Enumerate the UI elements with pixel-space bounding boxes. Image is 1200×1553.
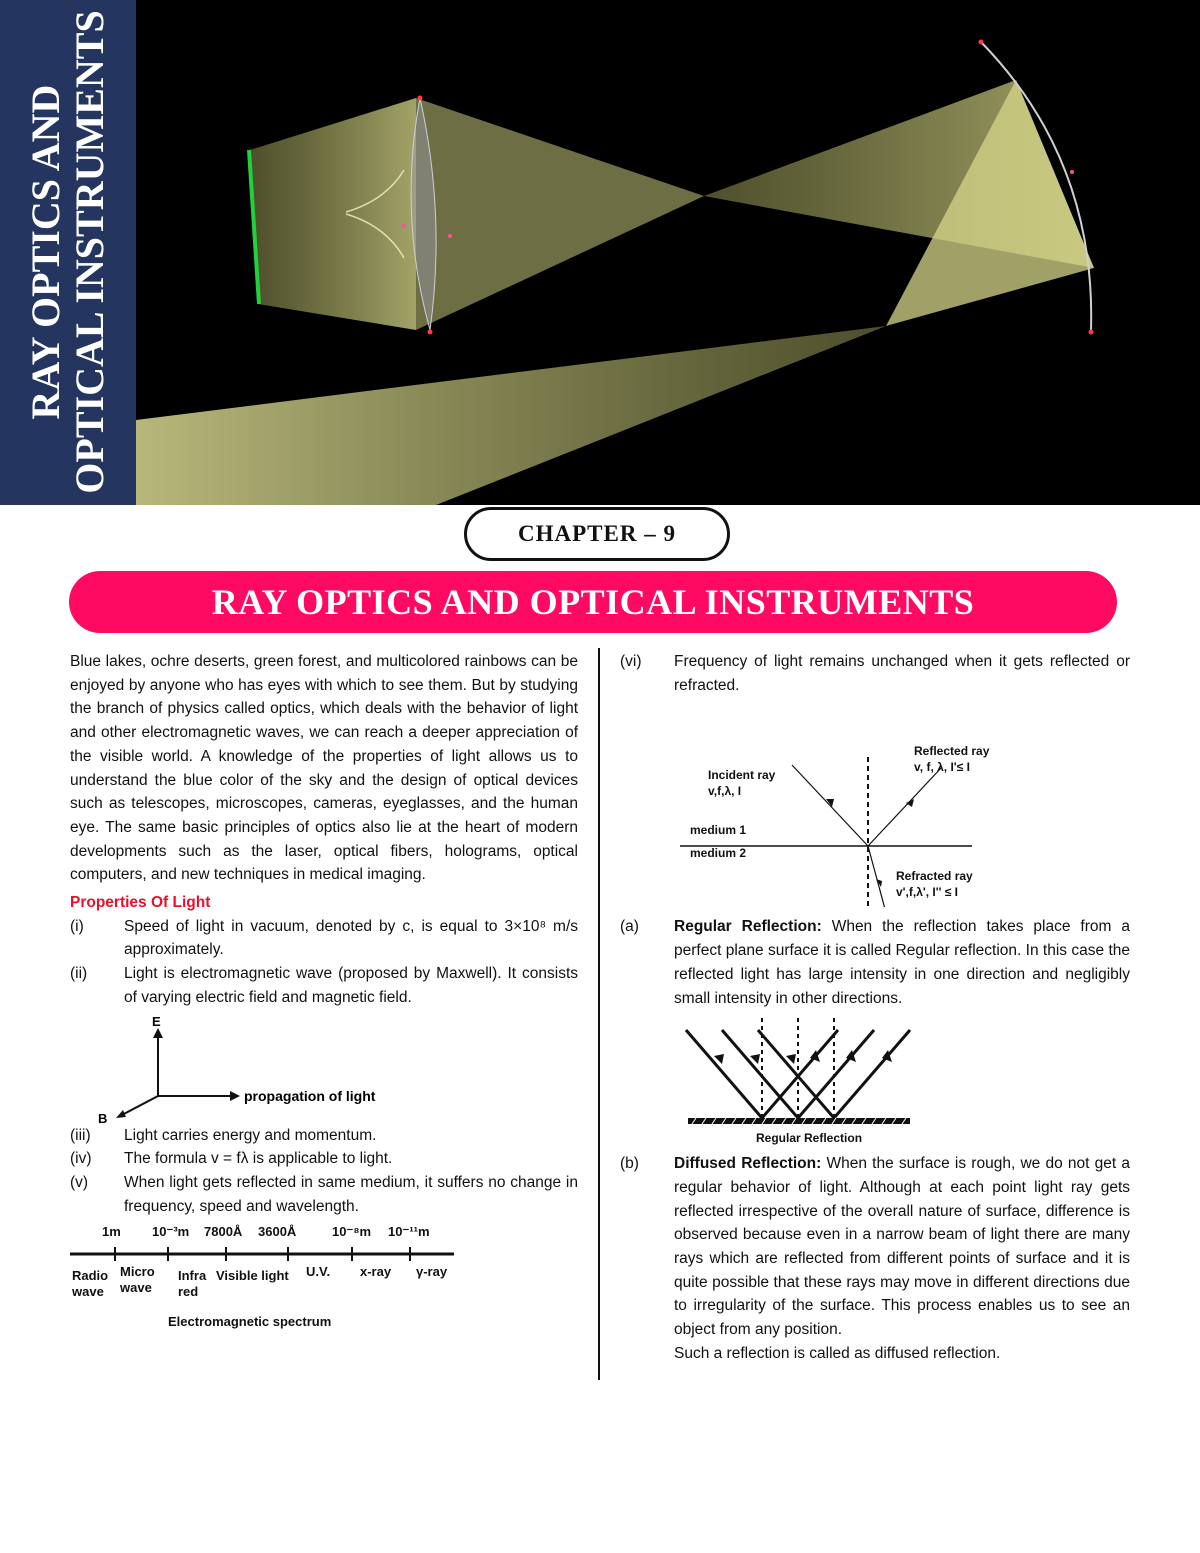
list-item: (a) Regular Reflection: When the reflection takes place from a perfect plane surface it is called Regular reflection. In this case the reflected light has large intensity in one direction and negligibly small intensity in other directions. (620, 918, 1130, 1007)
b-axis-label: B (98, 1110, 108, 1124)
section-heading: Properties Of Light (70, 894, 211, 912)
chapter-title: RAY OPTICS AND OPTICAL INSTRUMENTS (69, 571, 1117, 633)
list-item: (v) When light gets reflected in same medium, it suffers no change in frequency, speed and wavelength. (70, 1173, 578, 1215)
incident-ray-label: Incident ray (708, 768, 776, 783)
hero-optics-image (136, 0, 1200, 505)
e-axis-label: E (152, 1013, 161, 1029)
reflected-ray-label: Reflected ray (914, 744, 990, 759)
spectrum-region: Visible light (216, 1268, 289, 1284)
spectrum-region: wave (120, 1280, 152, 1296)
spectrum-top-label: 10⁻⁸m (332, 1224, 372, 1240)
spectrum-region: x-ray (360, 1264, 392, 1280)
right-column (620, 650, 1130, 1366)
refracted-ray-values: v',f,λ', I'' ≤ I (896, 885, 959, 899)
spectrum-top-label: 7800Å (204, 1224, 243, 1240)
list-item: (ii) Light is electromagnetic wave (proposed by Maxwell). It consists of varying electric field and magnetic field. (70, 965, 578, 1006)
medium1-label: medium 1 (690, 823, 747, 838)
spectrum-top-label: 10⁻³m (152, 1224, 190, 1240)
spectrum-top-label: 3600Å (258, 1224, 297, 1240)
spectrum-top-label: 10⁻¹¹m (388, 1224, 430, 1240)
side-title-band (0, 0, 136, 505)
column-divider (598, 648, 600, 1380)
spectrum-region: Micro (120, 1264, 155, 1280)
list-item: (vi) Frequency of light remains unchanged when it gets reflected or refracted. (620, 653, 1130, 694)
regular-reflection-diagram (680, 1018, 960, 1150)
list-item (620, 1342, 1130, 1366)
list-item: (iii) Light carries energy and momentum. (70, 1126, 377, 1144)
reflected-ray-values: v, f, λ, I'≤ I (914, 760, 970, 775)
spectrum-region: γ-ray (416, 1264, 448, 1280)
spectrum-top-label: 1m (102, 1224, 121, 1240)
spectrum-caption: Electromagnetic spectrum (168, 1314, 332, 1330)
lens-mirror-illustration (136, 0, 1200, 505)
spectrum-region: Infra (178, 1268, 207, 1284)
spectrum-region: red (178, 1284, 199, 1300)
refracted-ray-label-group (896, 868, 973, 900)
list-item: (iv) The formula v = fλ is applicable to light. (70, 1150, 393, 1168)
chapter-label: CHAPTER – 9 (464, 507, 730, 561)
side-title: RAY OPTICS AND OPTICAL INSTRUMENTS (23, 10, 112, 494)
reflection-refraction-diagram (680, 697, 1100, 907)
spectrum-region: Radio (72, 1268, 109, 1284)
incident-ray-values: v,f,λ, I (708, 784, 742, 799)
spectrum-region: wave (72, 1284, 104, 1300)
left-column (70, 650, 578, 1332)
em-spectrum-diagram (70, 1220, 470, 1332)
em-wave-axes-diagram (90, 1012, 390, 1124)
propagation-label: propagation of light (244, 1087, 376, 1104)
medium2-label: medium 2 (690, 846, 747, 861)
spectrum-region: U.V. (306, 1264, 331, 1280)
refracted-ray-label: Refracted ray (896, 869, 973, 883)
list-item: (i) Speed of light in vacuum, denoted by c, is equal to 3×10⁸ m/s approximately. (70, 917, 578, 959)
intro-paragraph: Blue lakes, ochre deserts, green forest, and multicolored rainbows can be enjoyed by anyone who has eyes with which to see them. But by studying the branch of physics called optics, which deals with the behavior of light and other electromagnetic waves, we can reach a deeper appreciation of the visible world. A knowledge of the properties of light allows us to understand the blue color of the sky and the design of optical devices such as telescopes, microscopes, cameras, eyeglasses, and the human eye. The same basic principles of optics also lie at the heart of modern developments such as the laser, optical fibers, holograms, optical computers, and new techniques in medical imaging. (70, 653, 578, 884)
list-item: (b) Diffused Reflection: When the surface is rough, we do not get a regular behavior of light. Although at each point light ray gets reflected irrespective of the overall nature of surface, difference is observed because even in a narrow beam of light there are many rays which are reflected from different points of surface and it is quite possible that these rays may move in different directions due to irregularity of the surface. This process enables us to see an object from any position. (620, 1155, 1130, 1339)
regular-reflection-caption: Regular Reflection (756, 1131, 863, 1146)
diffused-closing: Such a reflection is called as diffused reflection. (674, 1344, 1001, 1362)
